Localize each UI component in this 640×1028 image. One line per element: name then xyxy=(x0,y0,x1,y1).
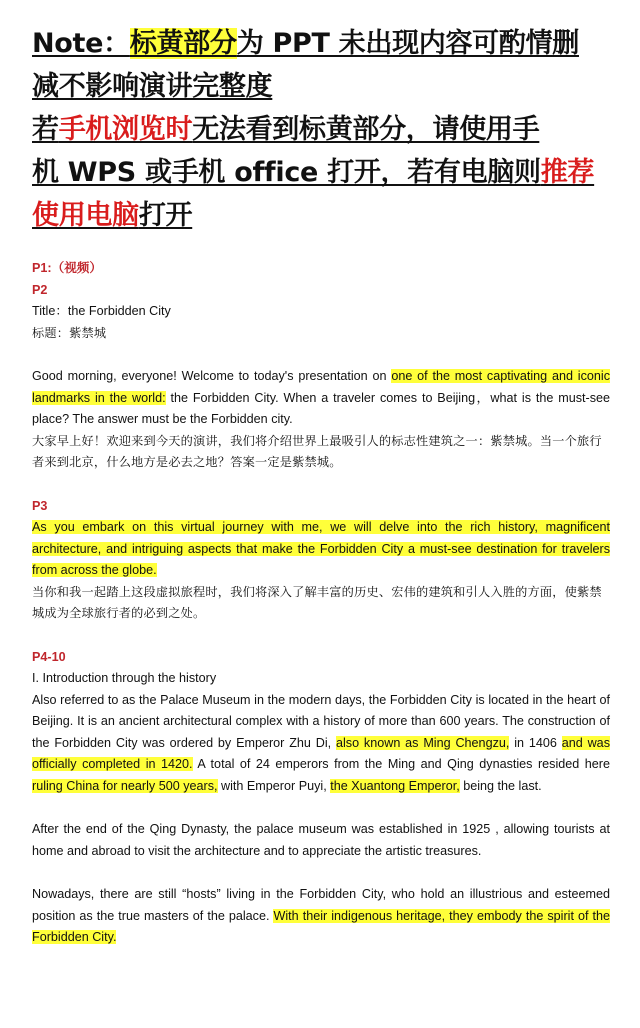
spacer xyxy=(32,344,610,366)
p3-highlight: As you embark on this virtual journey with me, we will delve into the rich history, magnificent architecture, and intriguing aspects that make the Forbidden City a must-see destination for travelers from across the globe. xyxy=(32,520,610,577)
note-line-2: 减不影响演讲完整度 xyxy=(32,71,273,102)
p3-paragraph-cn: 当你和我一起踏上这段虚拟旅程时，我们将深入了解丰富的历史、宏伟的建筑和引人入胜的方面，使紫禁城成为全球旅行者的必到之处。 xyxy=(32,584,602,620)
p4-text-3: A total of 24 emperors from the Ming and Qing dynasties resided here xyxy=(192,757,611,771)
note-red-mobile: 手机浏览时 xyxy=(58,114,193,145)
note-line-5 xyxy=(32,194,616,237)
spacer xyxy=(32,625,610,647)
note-line-3-a: 若 xyxy=(32,114,59,145)
p4-text-2: in 1406 xyxy=(509,735,562,750)
note-line-3 xyxy=(32,108,616,151)
note-banner xyxy=(32,22,616,237)
note-line-3-b: 无法看到标黄部分，请使用手 xyxy=(192,114,540,145)
title-en: Title：the Forbidden City xyxy=(32,304,171,318)
p4-paragraph xyxy=(32,690,610,798)
title-cn: 标题：紫禁城 xyxy=(32,325,107,340)
p4-highlight-1: also known as Ming Chengzu, xyxy=(335,735,510,750)
p6-text-1: Nowadays, there are still “hosts” living in the Forbidden City, who hold an illustrious and esteemed position as the true masters of the palace. xyxy=(32,887,610,923)
p4-highlight-2: and was officially completed in 1420. xyxy=(32,735,610,771)
p6-highlight: With their indigenous heritage, they embody the spirit of the Forbidden City. xyxy=(32,908,610,944)
note-red-recommend: 推荐 xyxy=(540,157,595,188)
p4-highlight-3: ruling China for nearly 500 years, xyxy=(32,778,218,793)
note-line-1 xyxy=(32,22,616,65)
spacer xyxy=(32,797,610,819)
p2-text-a: Good morning, everyone! Welcome to today's presentation on xyxy=(32,369,392,383)
p2-paragraph-en xyxy=(32,366,610,431)
p4-text-1: Also referred to as the Palace Museum in the modern days, the Forbidden City is located in the heart of Beijing. It is an ancient architectural complex with a history of more than 600 years. The construction of the Forbidden City was ordered by Emperor Zhu Di, xyxy=(32,692,610,750)
p4-text-4: with Emperor Puyi, xyxy=(217,778,331,793)
p4-label: P4-10 xyxy=(32,649,66,664)
note-prefix: Note： xyxy=(32,28,130,59)
p2-text-b: the Forbidden City. When a traveler comes to Beijing，what is the must-see place? The answer must be the Forbidden city. xyxy=(32,390,611,426)
note-line-1-rest: 为 PPT 未出现内容可酌情删 xyxy=(236,28,579,59)
p3-paragraph-en xyxy=(32,517,610,582)
speech-script xyxy=(32,258,610,949)
p5-paragraph: After the end of the Qing Dynasty, the palace museum was established in 1925 , allowing tourists at home and abroad to visit the architecture and to appreciate the artistic treasures. xyxy=(32,822,610,858)
p4-highlight-4: the Xuantong Emperor, xyxy=(330,778,460,793)
spacer xyxy=(32,862,610,884)
p6-paragraph xyxy=(32,884,610,949)
p1-label: P1:（视频） xyxy=(32,261,102,275)
spacer xyxy=(32,474,610,496)
p3-label: P3 xyxy=(32,498,48,513)
note-line-5-b: 打开 xyxy=(138,200,193,231)
p2-highlight: one of the most captivating and iconic landmarks in the world: xyxy=(32,369,610,405)
note-line-4-a: 机 WPS 或手机 office 打开，若有电脑则 xyxy=(32,157,541,188)
note-line-4 xyxy=(32,151,616,194)
note-highlight-term: 标黄部分 xyxy=(129,28,237,59)
p2-paragraph-cn: 大家早上好！欢迎来到今天的演讲，我们将介绍世界上最吸引人的标志性建筑之一：紫禁城。当一个旅行者来到北京，什么地方是必去之地？答案一定是紫禁城。 xyxy=(32,433,602,469)
section-heading: I. Introduction through the history xyxy=(32,671,217,685)
note-red-computer: 使用电脑 xyxy=(32,200,139,231)
p2-label: P2 xyxy=(32,282,48,297)
p4-text-5: being the last. xyxy=(459,778,542,793)
